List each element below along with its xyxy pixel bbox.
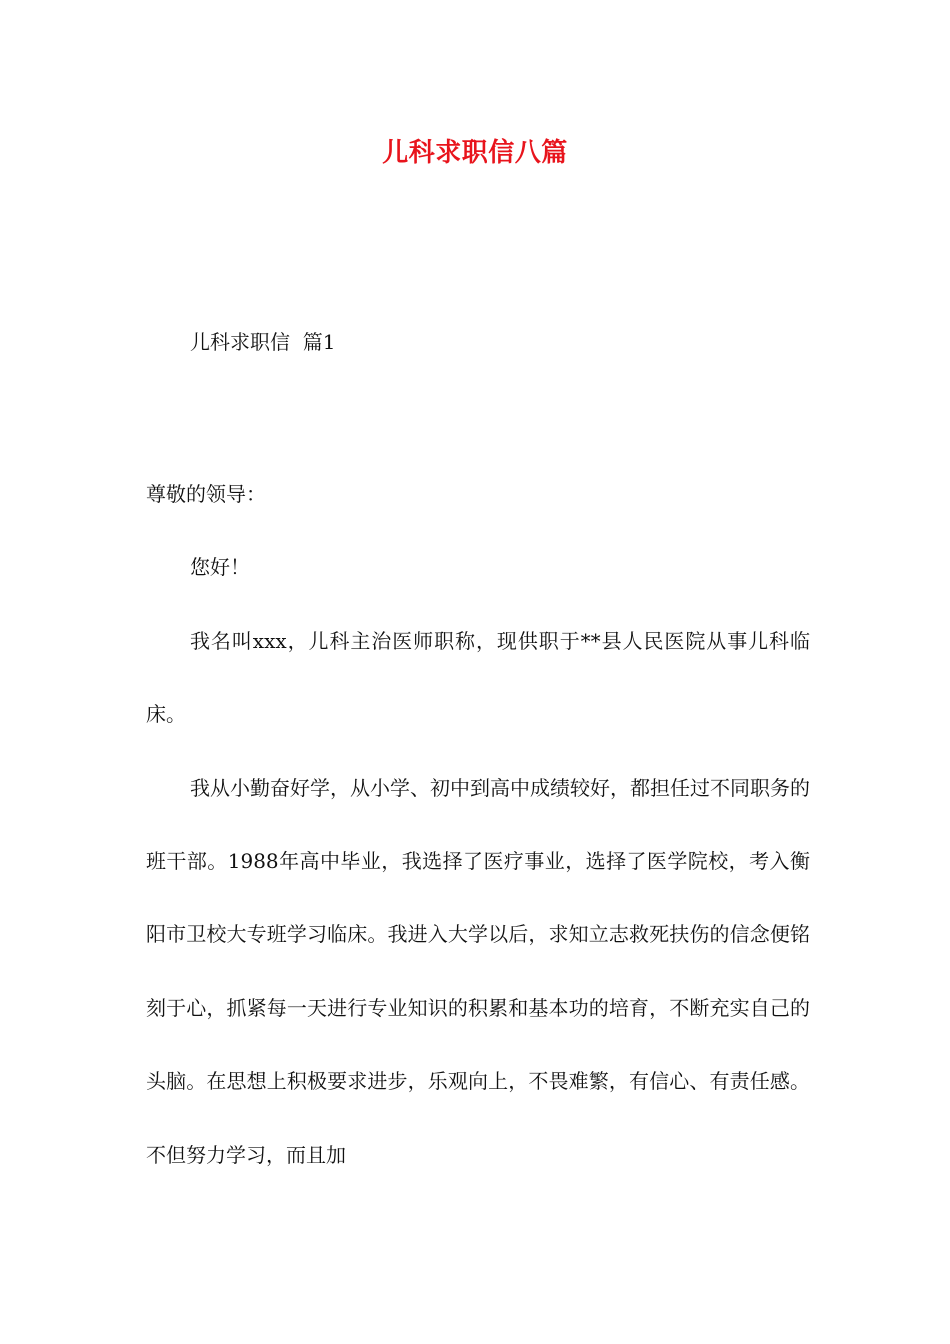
- salutation: 尊敬的领导：: [146, 482, 266, 506]
- paragraph: 我名叫xxx，儿科主治医师职称，现供职于**县人民医院从事儿科临床。: [146, 628, 810, 727]
- section-heading: 儿科求职信 篇1: [190, 330, 336, 354]
- paragraph: 我从小勤奋好学，从小学、初中到高中成绩较好，都担任过不同职务的班干部。1988年高中毕业，我选择了医疗事业，选择了医学院校，考入衡阳市卫校大专班学习临床。我进入大学以后，求知立志救死扶伤的信念便铭刻于心，抓紧每一天进行专业知识的积累和基本功的培育，不断充实自己的头脑。在思想上积极要求进步，乐观向上，不畏难繁，有信心、有责任感。不但努力学习，而且加: [146, 775, 810, 1167]
- letter-body: [146, 458, 810, 1192]
- document-title: 儿科求职信八篇: [382, 138, 568, 168]
- greeting: 您好！: [190, 555, 250, 580]
